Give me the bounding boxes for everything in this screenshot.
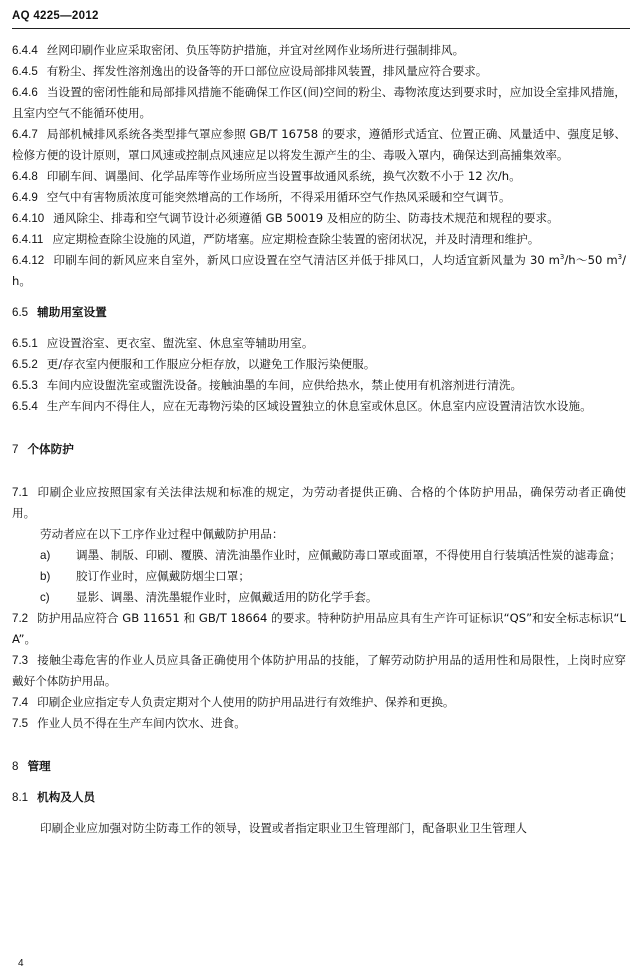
clause-6-4-5 bbox=[12, 61, 626, 82]
section-title: 个体防护 bbox=[27, 442, 74, 456]
clause-number: 6.4.12 bbox=[12, 254, 45, 267]
clause-text: 印刷车间的新风应来自室外，新风口应设置在空气清洁区并低于排风口，人均适宜新风量为 30 m bbox=[53, 253, 560, 267]
clause-6-5-2 bbox=[12, 354, 626, 375]
clause-text: 生产车间内不得住人，应在无毒物污染的区域设置独立的休息室或休息区。休息室内应设置清洁饮水设施。 bbox=[46, 399, 592, 413]
clause-number: 6.5.3 bbox=[12, 379, 38, 392]
section-number: 7 bbox=[12, 443, 19, 456]
page-number: 4 bbox=[18, 958, 24, 969]
clause-number: 7.4 bbox=[12, 696, 29, 709]
clause-7-5 bbox=[12, 713, 626, 734]
clause-6-4-10 bbox=[12, 208, 626, 229]
clause-number: 6.4.6 bbox=[12, 86, 38, 99]
list-marker: c) bbox=[40, 591, 50, 604]
clause-text: 通风除尘、排毒和空气调节设计必须遵循 GB 50019 及相应的防尘、防毒技术规范和规程的要求。 bbox=[53, 211, 559, 225]
clause-6-5-1 bbox=[12, 333, 626, 354]
clause-text: 局部机械排风系统各类型排气罩应参照 GB/T 16758 的要求，遵循形式适宜、位置正确、风量适中、强度足够、检修方便的设计原则，罩口风速或控制点风速应足以将发生源产生的尘、毒吸入罩内，确保达到高捕集效率。 bbox=[12, 127, 626, 162]
clause-6-5-3 bbox=[12, 375, 626, 396]
clause-number: 6.4.9 bbox=[12, 191, 38, 204]
clause-text: 空气中有害物质浓度可能突然增高的工作场所，不得采用循环空气作热风采暖和空气调节。 bbox=[46, 190, 511, 204]
list-item-text: 胶订作业时，应佩戴防烟尘口罩； bbox=[76, 569, 250, 583]
clause-number: 7.5 bbox=[12, 717, 29, 730]
clause-number: 7.2 bbox=[12, 612, 29, 625]
list-marker: b) bbox=[40, 570, 51, 583]
clause-text: 车间内应设盥洗室或盥洗设备。接触油墨的车间，应供给热水，禁止使用有机溶剂进行清洗。 bbox=[46, 378, 523, 392]
list-item bbox=[40, 587, 626, 608]
clause-6-4-6 bbox=[12, 82, 626, 124]
clause-text: 印刷企业应指定专人负责定期对个人使用的防护用品进行有效维护、保养和更换。 bbox=[37, 695, 455, 709]
clause-number: 6.4.11 bbox=[12, 233, 44, 246]
clause-text: 有粉尘、挥发性溶剂逸出的设备等的开口部位应设局部排风装置，排风量应符合要求。 bbox=[46, 64, 488, 78]
clause-text: 应设置浴室、更衣室、盥洗室、休息室等辅助用室。 bbox=[46, 336, 314, 350]
clause-number: 6.5.1 bbox=[12, 337, 38, 350]
clause-number: 6.4.4 bbox=[12, 44, 38, 57]
clause-6-4-4 bbox=[12, 40, 626, 61]
clause-text: 印刷企业应按照国家有关法律法规和标准的规定，为劳动者提供正确、合格的个体防护用品，确保劳动者正确使用。 bbox=[12, 485, 626, 520]
clause-7-1-intro: 劳动者应在以下工序作业过程中佩戴防护用品： bbox=[40, 527, 284, 541]
section-number: 6.5 bbox=[12, 306, 29, 319]
clause-6-5-4 bbox=[12, 396, 626, 417]
clause-6-4-9 bbox=[12, 187, 626, 208]
clause-number: 6.4.8 bbox=[12, 170, 38, 183]
standard-code: AQ 4225—2012 bbox=[12, 10, 99, 22]
list-item bbox=[40, 566, 626, 587]
clause-7-4 bbox=[12, 692, 626, 713]
section-heading-7 bbox=[12, 439, 626, 460]
clause-7-1 bbox=[12, 482, 626, 524]
section-title: 机构及人员 bbox=[37, 790, 96, 804]
clause-6-4-7 bbox=[12, 124, 626, 166]
clause-6-4-11 bbox=[12, 229, 626, 250]
clause-6-4-8 bbox=[12, 166, 626, 187]
document-body bbox=[12, 40, 626, 839]
section-number: 8.1 bbox=[12, 791, 29, 804]
clause-number: 7.1 bbox=[12, 486, 29, 499]
clause-number: 6.4.7 bbox=[12, 128, 38, 141]
clause-7-2 bbox=[12, 608, 626, 650]
clause-number: 6.5.2 bbox=[12, 358, 38, 371]
clause-number: 6.4.5 bbox=[12, 65, 38, 78]
list-7-1 bbox=[12, 545, 626, 608]
section-heading-6-5 bbox=[12, 302, 626, 323]
clause-number: 6.5.4 bbox=[12, 400, 38, 413]
section-number: 8 bbox=[12, 760, 19, 773]
clause-number: 6.4.10 bbox=[12, 212, 45, 225]
list-item-text: 调墨、制版、印刷、覆膜、清洗油墨作业时，应佩戴防毒口罩或面罩，不得使用自行装填活性炭的滤毒盒； bbox=[76, 548, 621, 562]
header-rule bbox=[12, 28, 630, 29]
clause-text: 作业人员不得在生产车间内饮水、进食。 bbox=[37, 716, 246, 730]
clause-text: 更/存衣室内便服和工作服应分柜存放，以避免工作服污染便服。 bbox=[46, 357, 376, 371]
section-heading-8-1 bbox=[12, 787, 626, 808]
clause-text: 印刷车间、调墨间、化学品库等作业场所应当设置事故通风系统，换气次数不小于 12 次/h。 bbox=[46, 169, 521, 183]
superscript: 3 bbox=[559, 253, 565, 262]
list-marker: a) bbox=[40, 549, 51, 562]
section-heading-8 bbox=[12, 756, 626, 777]
section-title: 辅助用室设置 bbox=[37, 305, 107, 319]
clause-number: 7.3 bbox=[12, 654, 29, 667]
clause-text: 丝网印刷作业应采取密闭、负压等防护措施，并宜对丝网作业场所进行强制排风。 bbox=[46, 43, 465, 57]
clause-6-4-12 bbox=[12, 250, 626, 292]
clause-text: 接触尘毒危害的作业人员应具备正确使用个体防护用品的技能，了解劳动防护用品的适用性和局限性，上岗时应穿戴好个体防护用品。 bbox=[12, 653, 626, 688]
clause-text-end: /h。 bbox=[12, 253, 626, 288]
superscript: 3 bbox=[617, 253, 623, 262]
clause-text-mid: /h～50 m bbox=[564, 253, 618, 267]
list-item bbox=[40, 545, 626, 566]
section-title: 管理 bbox=[27, 759, 51, 773]
clause-text: 防护用品应符合 GB 11651 和 GB/T 18664 的要求。特种防护用品应具有生产许可证标识“QS”和安全标志标识“LA”。 bbox=[12, 611, 626, 646]
clause-text: 应定期检查除尘设施的风道，严防堵塞。应定期检查除尘装置的密闭状况，并及时清理和维护。 bbox=[52, 232, 540, 246]
clause-8-1-text: 印刷企业应加强对防尘防毒工作的领导，设置或者指定职业卫生管理部门，配备职业卫生管理人 bbox=[40, 821, 527, 835]
list-item-text: 显影、调墨、清洗墨辊作业时，应佩戴适用的防化学手套。 bbox=[76, 590, 378, 604]
clause-text: 当设置的密闭性能和局部排风措施不能确保工作区(间)空间的粉尘、毒物浓度达到要求时，应加设全室排风措施，且室内空气不能循环使用。 bbox=[12, 85, 626, 120]
clause-7-3 bbox=[12, 650, 626, 692]
